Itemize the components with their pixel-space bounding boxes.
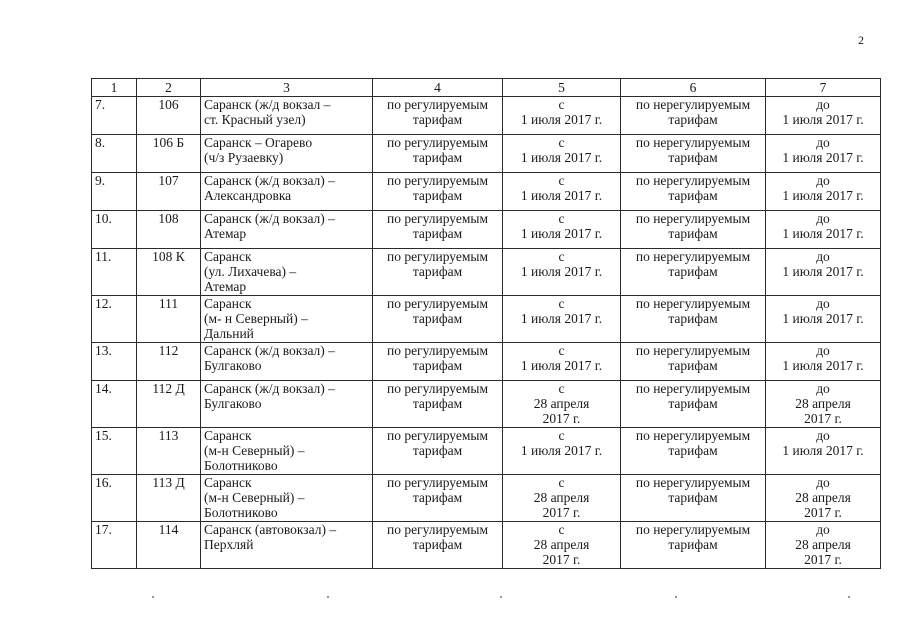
- cell-line: тарифам: [412, 311, 463, 326]
- route-table: [91, 78, 881, 569]
- tariff-cell: [373, 211, 503, 249]
- row-number-cell: 17.: [92, 522, 137, 569]
- cell-line: по регулируемым: [386, 381, 489, 396]
- cell-line: 1 июля 2017 г.: [520, 112, 603, 127]
- route-number-cell: 113 Д: [137, 475, 201, 522]
- route-number-cell: 107: [137, 173, 201, 211]
- cell-line: 28 апреля: [795, 396, 851, 411]
- cell-line: 28 апреля: [533, 490, 590, 505]
- cell-line: с: [558, 381, 565, 396]
- effective-from-cell: [503, 135, 621, 173]
- cell-line: 28 апреля: [795, 537, 851, 552]
- cell-line: с: [558, 135, 565, 150]
- row-number-cell: 14.: [92, 381, 137, 428]
- cell-line: с: [558, 296, 565, 311]
- route-name-cell: [201, 343, 373, 381]
- cell-line: тарифам: [412, 264, 463, 279]
- cell-line: ст. Красный узел): [204, 112, 306, 127]
- cell-line: Саранск: [204, 428, 252, 443]
- effective-from-cell: [503, 296, 621, 343]
- route-number-cell: 111: [137, 296, 201, 343]
- cell-line: по регулируемым: [386, 475, 489, 490]
- cell-line: Саранск (ж/д вокзал) –: [204, 381, 335, 396]
- cell-line: 1 июля 2017 г.: [782, 226, 864, 241]
- cell-line: Саранск (ж/д вокзал –: [204, 97, 331, 112]
- column-header: 5: [503, 79, 621, 97]
- valid-until-cell: [766, 296, 881, 343]
- cell-line: 2017 г.: [804, 411, 842, 426]
- cell-line: по регулируемым: [386, 296, 489, 311]
- cell-line: 2017 г.: [542, 552, 581, 567]
- route-name-cell: [201, 522, 373, 569]
- cell-line: (м-н Северный) –: [204, 443, 305, 458]
- row-number-cell: 11.: [92, 249, 137, 296]
- cell-line: тарифам: [412, 396, 463, 411]
- route-number-cell: 108: [137, 211, 201, 249]
- cell-line: Саранск: [204, 475, 252, 490]
- tariff-cell: [373, 135, 503, 173]
- tariff-cell: [373, 343, 503, 381]
- cell-line: Болотниково: [204, 458, 278, 473]
- cell-line: 1 июля 2017 г.: [520, 188, 603, 203]
- cell-line: 1 июля 2017 г.: [782, 264, 864, 279]
- cell-line: по нерегулируемым: [635, 97, 751, 112]
- cell-line: тарифам: [412, 537, 463, 552]
- cell-line: 2017 г.: [542, 411, 581, 426]
- new-tariff-cell: [621, 343, 766, 381]
- row-number-cell: 15.: [92, 428, 137, 475]
- table-body: [92, 97, 881, 569]
- cell-line: до: [816, 249, 830, 264]
- cell-line: 28 апреля: [533, 396, 590, 411]
- cell-line: Атемар: [204, 279, 247, 294]
- tariff-cell: [373, 173, 503, 211]
- column-header: 3: [201, 79, 373, 97]
- cell-line: 28 апреля: [795, 490, 851, 505]
- valid-until-cell: [766, 522, 881, 569]
- route-name-cell: [201, 296, 373, 343]
- effective-from-cell: [503, 343, 621, 381]
- cell-line: тарифам: [668, 311, 718, 326]
- column-header: 4: [373, 79, 503, 97]
- cell-line: 1 июля 2017 г.: [782, 311, 864, 326]
- new-tariff-cell: [621, 522, 766, 569]
- cell-line: тарифам: [412, 443, 463, 458]
- cell-line: по нерегулируемым: [635, 475, 751, 490]
- effective-from-cell: [503, 522, 621, 569]
- cell-line: тарифам: [668, 537, 718, 552]
- row-number-cell: 10.: [92, 211, 137, 249]
- cell-line: тарифам: [668, 226, 718, 241]
- cell-line: по нерегулируемым: [635, 249, 751, 264]
- row-number-cell: 8.: [92, 135, 137, 173]
- cell-line: по регулируемым: [386, 97, 489, 112]
- effective-from-cell: [503, 211, 621, 249]
- table-row: [92, 428, 881, 475]
- table-row: [92, 522, 881, 569]
- cell-line: до: [816, 173, 830, 188]
- tariff-cell: [373, 381, 503, 428]
- cell-line: 1 июля 2017 г.: [520, 311, 603, 326]
- cell-line: по нерегулируемым: [635, 173, 751, 188]
- row-number-cell: 9.: [92, 173, 137, 211]
- cell-line: с: [558, 428, 565, 443]
- cell-line: с: [558, 173, 565, 188]
- cell-line: тарифам: [668, 188, 718, 203]
- valid-until-cell: [766, 343, 881, 381]
- cell-line: 1 июля 2017 г.: [782, 358, 864, 373]
- cell-line: с: [558, 475, 565, 490]
- cell-line: по нерегулируемым: [635, 211, 751, 226]
- cell-line: Саранск: [204, 249, 252, 264]
- cell-line: по нерегулируемым: [635, 296, 751, 311]
- cell-line: Атемар: [204, 226, 247, 241]
- effective-from-cell: [503, 475, 621, 522]
- cell-line: тарифам: [412, 112, 463, 127]
- column-header: 2: [137, 79, 201, 97]
- row-number-cell: 16.: [92, 475, 137, 522]
- table-row: [92, 296, 881, 343]
- route-name-cell: [201, 211, 373, 249]
- cell-line: по нерегулируемым: [635, 381, 751, 396]
- cell-line: (ч/з Рузаевку): [204, 150, 284, 165]
- route-number-cell: 106: [137, 97, 201, 135]
- route-number-cell: 112: [137, 343, 201, 381]
- valid-until-cell: [766, 135, 881, 173]
- new-tariff-cell: [621, 381, 766, 428]
- tariff-cell: [373, 296, 503, 343]
- cell-line: Болотниково: [204, 505, 278, 520]
- valid-until-cell: [766, 249, 881, 296]
- cell-line: по нерегулируемым: [635, 522, 751, 537]
- row-number-cell: 7.: [92, 97, 137, 135]
- cell-line: до: [816, 428, 830, 443]
- cell-line: 1 июля 2017 г.: [782, 443, 864, 458]
- cell-line: тарифам: [668, 396, 718, 411]
- table-row: [92, 211, 881, 249]
- cell-line: 1 июля 2017 г.: [782, 150, 864, 165]
- cell-line: 28 апреля: [533, 537, 590, 552]
- route-name-cell: [201, 135, 373, 173]
- cell-line: Булгаково: [204, 358, 262, 373]
- scan-artifacts: [0, 596, 905, 602]
- route-number-cell: 106 Б: [137, 135, 201, 173]
- route-number-cell: 114: [137, 522, 201, 569]
- cell-line: до: [816, 211, 830, 226]
- cell-line: до: [816, 97, 830, 112]
- cell-line: Саранск: [204, 296, 252, 311]
- table-row: [92, 475, 881, 522]
- table-row: [92, 343, 881, 381]
- new-tariff-cell: [621, 211, 766, 249]
- cell-line: до: [816, 296, 830, 311]
- route-number-cell: 113: [137, 428, 201, 475]
- effective-from-cell: [503, 97, 621, 135]
- column-header: 1: [92, 79, 137, 97]
- cell-line: по нерегулируемым: [635, 428, 751, 443]
- cell-line: с: [558, 211, 565, 226]
- cell-line: тарифам: [412, 226, 463, 241]
- new-tariff-cell: [621, 249, 766, 296]
- row-number-cell: 13.: [92, 343, 137, 381]
- cell-line: Саранск (ж/д вокзал) –: [204, 343, 335, 358]
- route-number-cell: 108 К: [137, 249, 201, 296]
- cell-line: тарифам: [412, 150, 463, 165]
- cell-line: 1 июля 2017 г.: [782, 188, 864, 203]
- column-header: 7: [766, 79, 881, 97]
- cell-line: по регулируемым: [386, 173, 489, 188]
- cell-line: по регулируемым: [386, 522, 489, 537]
- new-tariff-cell: [621, 97, 766, 135]
- new-tariff-cell: [621, 296, 766, 343]
- valid-until-cell: [766, 381, 881, 428]
- column-header: 6: [621, 79, 766, 97]
- cell-line: Александровка: [204, 188, 292, 203]
- effective-from-cell: [503, 249, 621, 296]
- new-tariff-cell: [621, 135, 766, 173]
- cell-line: с: [558, 522, 565, 537]
- new-tariff-cell: [621, 173, 766, 211]
- valid-until-cell: [766, 428, 881, 475]
- cell-line: 1 июля 2017 г.: [520, 443, 603, 458]
- table-row: [92, 249, 881, 296]
- cell-line: 1 июля 2017 г.: [520, 226, 603, 241]
- cell-line: 1 июля 2017 г.: [782, 112, 864, 127]
- cell-line: 1 июля 2017 г.: [520, 150, 603, 165]
- route-name-cell: [201, 381, 373, 428]
- table-row: [92, 173, 881, 211]
- cell-line: 1 июля 2017 г.: [520, 264, 603, 279]
- route-name-cell: [201, 428, 373, 475]
- valid-until-cell: [766, 173, 881, 211]
- cell-line: тарифам: [668, 443, 718, 458]
- cell-line: по регулируемым: [386, 343, 489, 358]
- cell-line: Саранск (автовокзал) –: [204, 522, 337, 537]
- cell-line: 2017 г.: [804, 552, 842, 567]
- valid-until-cell: [766, 475, 881, 522]
- table-header-row: [92, 79, 881, 97]
- cell-line: (м-н Северный) –: [204, 490, 305, 505]
- cell-line: тарифам: [668, 150, 718, 165]
- new-tariff-cell: [621, 428, 766, 475]
- effective-from-cell: [503, 381, 621, 428]
- cell-line: до: [816, 135, 830, 150]
- effective-from-cell: [503, 173, 621, 211]
- cell-line: по регулируемым: [386, 211, 489, 226]
- cell-line: с: [558, 249, 565, 264]
- cell-line: Саранск (ж/д вокзал) –: [204, 211, 335, 226]
- row-number-cell: 12.: [92, 296, 137, 343]
- cell-line: тарифам: [668, 112, 718, 127]
- effective-from-cell: [503, 428, 621, 475]
- cell-line: с: [558, 97, 565, 112]
- route-name-cell: [201, 97, 373, 135]
- tariff-cell: [373, 97, 503, 135]
- cell-line: по регулируемым: [386, 428, 489, 443]
- cell-line: Дальний: [204, 326, 254, 341]
- cell-line: тарифам: [668, 264, 718, 279]
- cell-line: (ул. Лихачева) –: [204, 264, 297, 279]
- table-row: [92, 381, 881, 428]
- cell-line: до: [816, 522, 830, 537]
- cell-line: до: [816, 343, 830, 358]
- cell-line: тарифам: [668, 490, 718, 505]
- cell-line: Саранск – Огарево: [204, 135, 313, 150]
- tariff-cell: [373, 428, 503, 475]
- route-name-cell: [201, 173, 373, 211]
- valid-until-cell: [766, 97, 881, 135]
- tariff-cell: [373, 522, 503, 569]
- cell-line: (м- н Северный) –: [204, 311, 308, 326]
- page-number: 2: [858, 33, 864, 47]
- cell-line: тарифам: [668, 358, 718, 373]
- valid-until-cell: [766, 211, 881, 249]
- cell-line: по нерегулируемым: [635, 343, 751, 358]
- cell-line: по нерегулируемым: [635, 135, 751, 150]
- cell-line: 1 июля 2017 г.: [520, 358, 603, 373]
- cell-line: Перхляй: [204, 537, 254, 552]
- cell-line: по регулируемым: [386, 135, 489, 150]
- route-name-cell: [201, 475, 373, 522]
- cell-line: Саранск (ж/д вокзал) –: [204, 173, 335, 188]
- cell-line: до: [816, 381, 830, 396]
- new-tariff-cell: [621, 475, 766, 522]
- cell-line: тарифам: [412, 490, 463, 505]
- tariff-cell: [373, 249, 503, 296]
- tariff-cell: [373, 475, 503, 522]
- cell-line: с: [558, 343, 565, 358]
- cell-line: тарифам: [412, 358, 463, 373]
- table-row: [92, 135, 881, 173]
- route-name-cell: [201, 249, 373, 296]
- cell-line: 2017 г.: [804, 505, 842, 520]
- cell-line: по регулируемым: [386, 249, 489, 264]
- table-row: [92, 97, 881, 135]
- cell-line: тарифам: [412, 188, 463, 203]
- cell-line: до: [816, 475, 830, 490]
- cell-line: 2017 г.: [542, 505, 581, 520]
- cell-line: Булгаково: [204, 396, 262, 411]
- route-number-cell: 112 Д: [137, 381, 201, 428]
